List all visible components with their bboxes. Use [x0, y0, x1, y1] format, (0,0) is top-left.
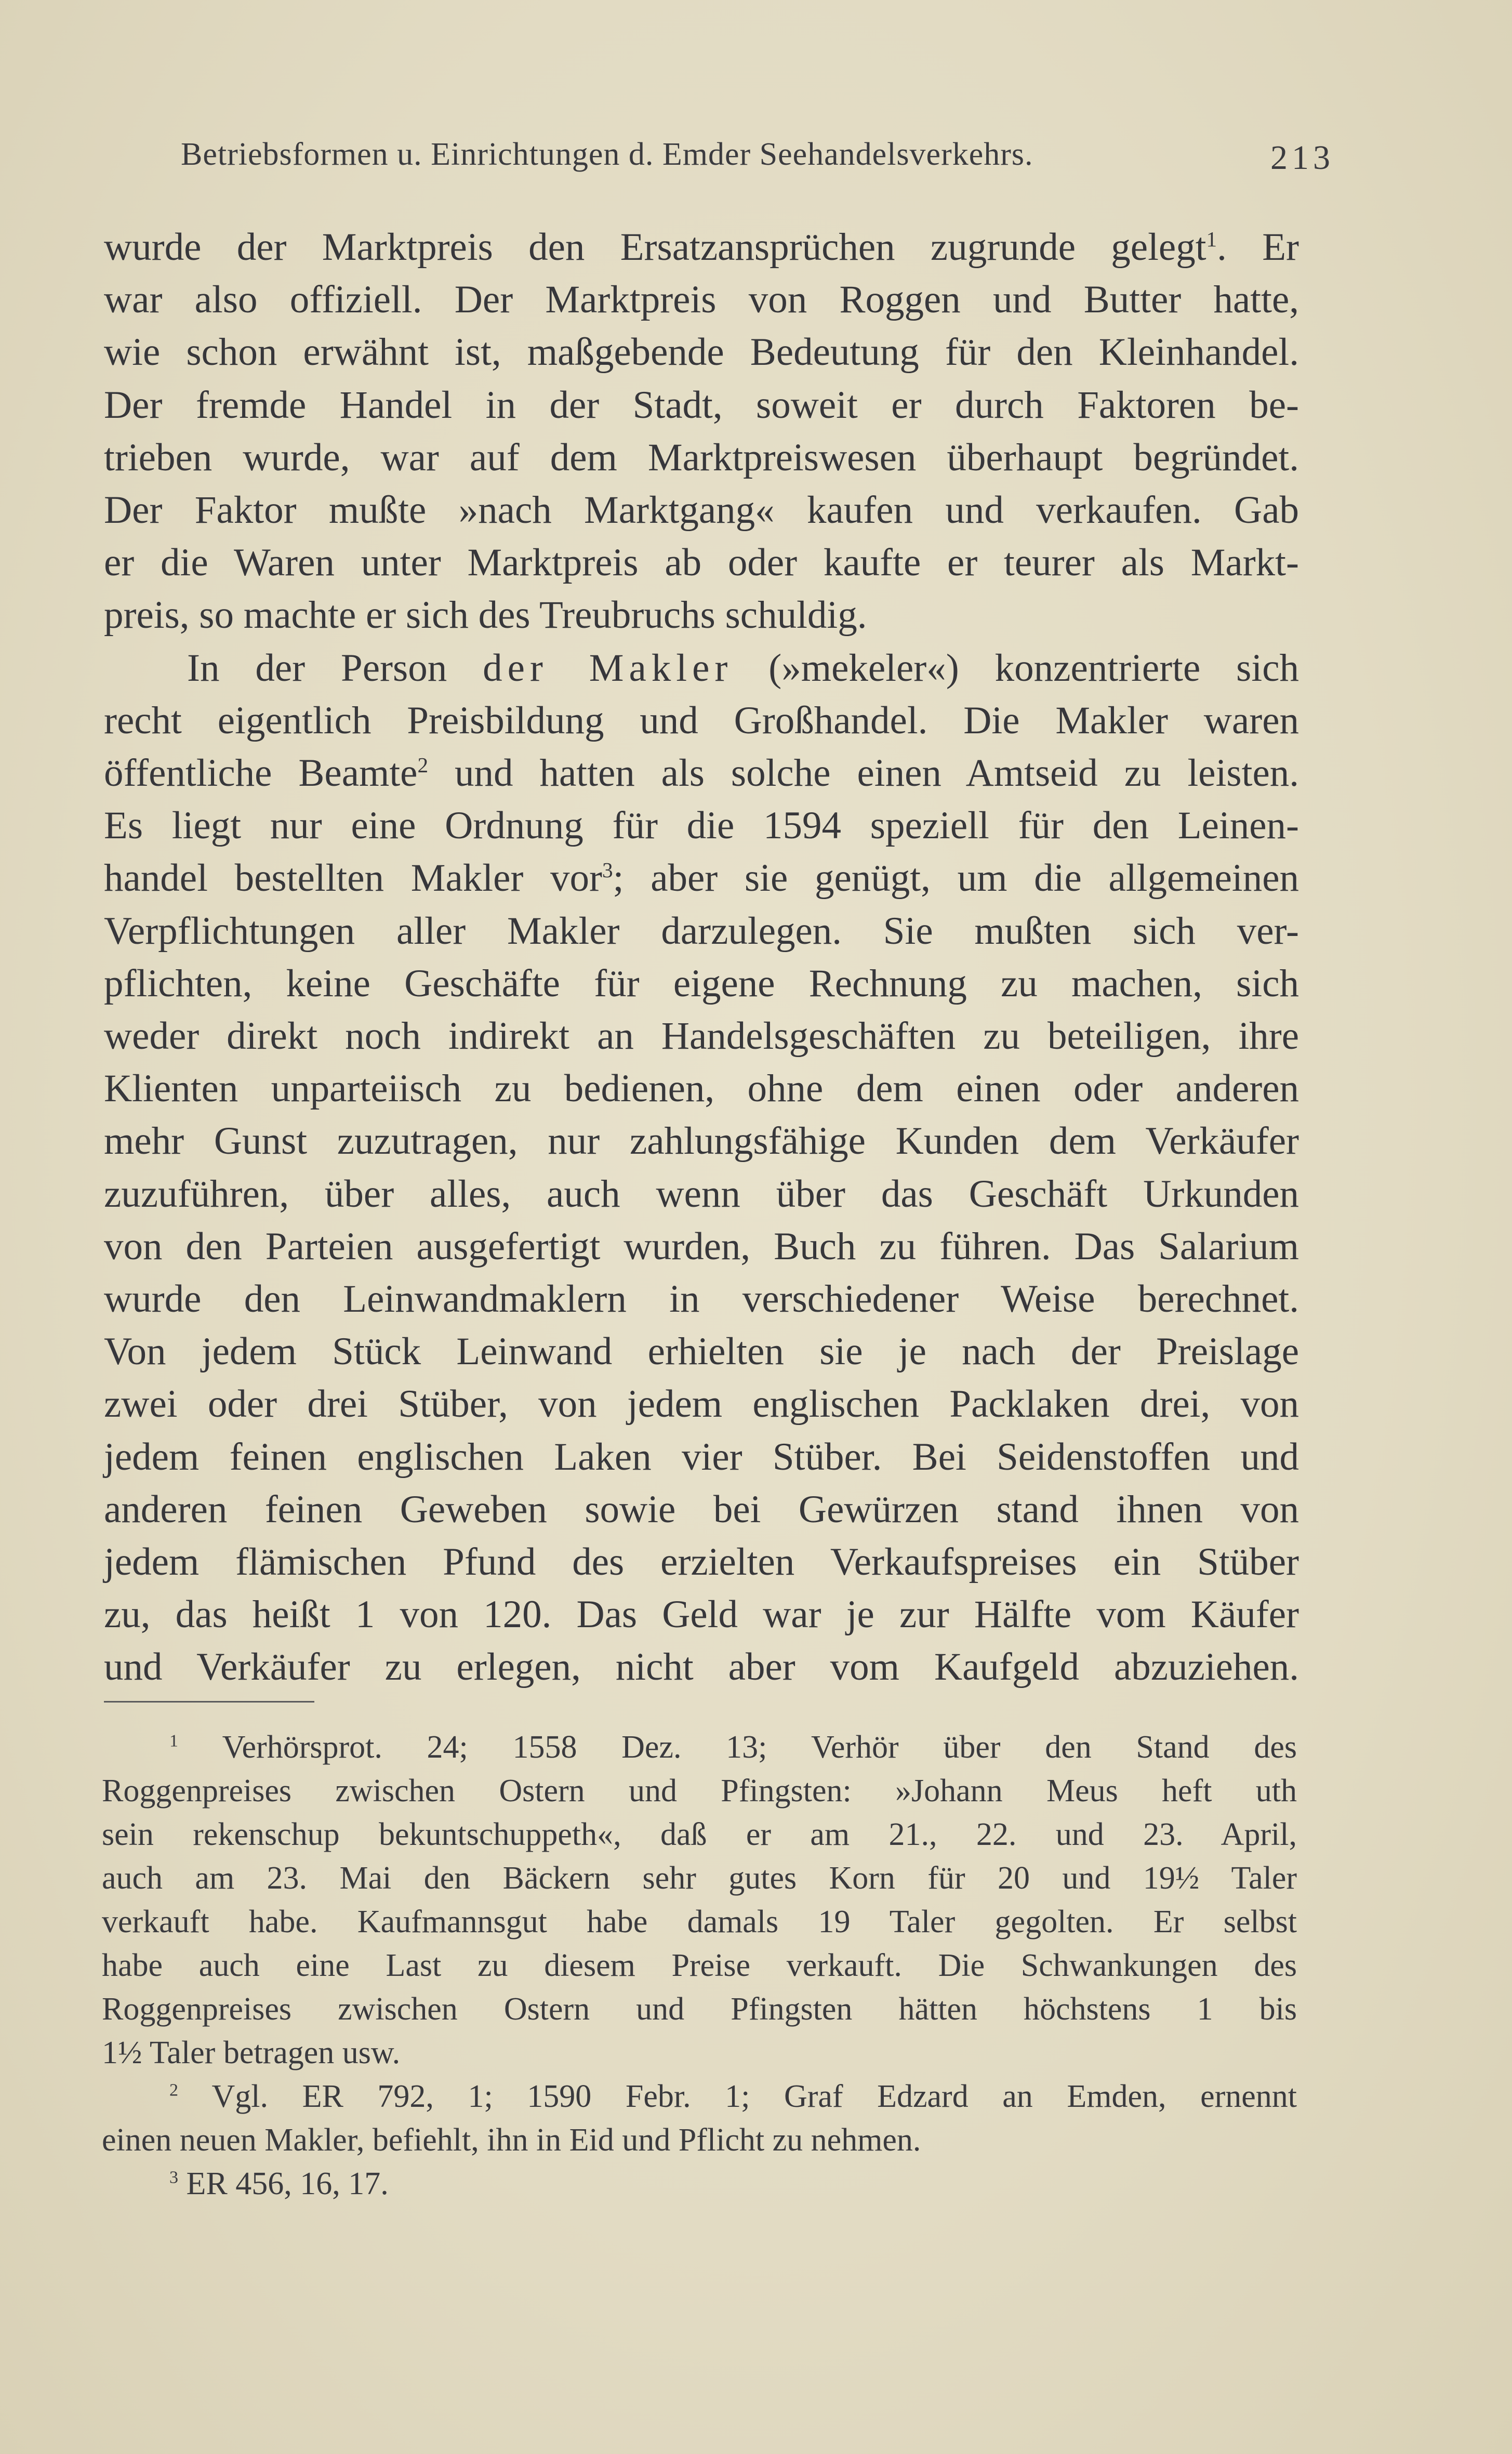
footnote-marker: 3 [169, 2168, 179, 2187]
footnotes [102, 1725, 1297, 2206]
text-line: Verpflichtungen aller Makler darzulegen. Sie mußten sich ver- [104, 909, 1299, 953]
footnote-ref[interactable]: 1 [1206, 227, 1217, 251]
text-line: zwei oder drei Stüber, von jedem englischen Packlaken drei, von [104, 1382, 1299, 1426]
text-line: von den Parteien ausgefertigt wurden, Buch zu führen. Das Salarium [104, 1224, 1299, 1268]
text-line: Klienten unparteiisch zu bedienen, ohne dem einen oder anderen [104, 1067, 1299, 1111]
footnote-1-line: habe auch eine Last zu diesem Preise verkauft. Die Schwankungen des [102, 1948, 1297, 1983]
footnote-ref[interactable]: 3 [602, 858, 613, 882]
footnote-1-line: Roggenpreises zwischen Ostern und Pfingsten hätten höchstens 1 bis [102, 1991, 1297, 2027]
main-text [104, 221, 1299, 1694]
footnote-divider [104, 1701, 314, 1703]
text-line: pflichten, keine Geschäfte für eigene Rechnung zu machen, sich [104, 961, 1299, 1005]
text-line: Es liegt nur eine Ordnung für die 1594 speziell für den Leinen- [104, 804, 1299, 848]
text-line: Der Faktor mußte »nach Marktgang« kaufen und verkaufen. Gab [104, 489, 1299, 532]
text-line: mehr Gunst zuzutragen, nur zahlungsfähige Kunden dem Verkäufer [104, 1119, 1299, 1163]
footnote-2-line: einen neuen Makler, befiehlt, ihn in Eid und Pflicht zu nehmen. [102, 2122, 921, 2158]
text-line: er die Waren unter Marktpreis ab oder kaufte er teurer als Markt- [104, 541, 1299, 585]
footnote-1-line: 1½ Taler betragen usw. [102, 2035, 401, 2070]
page-number: 213 [1270, 139, 1334, 177]
footnote-1-line: $^1$ Verhörsprot. 24; 1558 Dez. 13; Verhör über den Stand des [169, 1730, 1297, 1765]
text-line: und Verkäufer zu erlegen, nicht aber vom Kaufgeld abzuziehen. [104, 1645, 1299, 1689]
running-title: Betriebsformen u. Einrichtungen d. Emder Seehandelsverkehrs. [181, 137, 1033, 172]
text-line: zuzuführen, über alles, auch wenn über das Geschäft Urkunden [104, 1172, 1299, 1216]
text-line: wurde der Marktpreis den Ersatzansprüchen zugrunde gelegt$^1$. Er [104, 226, 1299, 269]
footnote-marker: 1 [169, 1731, 179, 1751]
footnote-2-line: $^2$ Vgl. ER 792, 1; 1590 Febr. 1; Graf Edzard an Emden, ernennt [169, 2079, 1297, 2114]
text-line: jedem flämischen Pfund des erzielten Verkaufspreises ein Stüber [104, 1540, 1299, 1584]
text-line: Der fremde Handel in der Stadt, soweit er durch Faktoren be- [104, 383, 1299, 427]
text-line: jedem feinen englischen Laken vier Stüber. Bei Seidenstoffen und [104, 1435, 1299, 1479]
text-line: trieben wurde, war auf dem Marktpreiswesen überhaupt begründet. [104, 436, 1299, 479]
text-line: wie schon erwähnt ist, maßgebende Bedeutung für den Kleinhandel. [104, 331, 1299, 374]
text-line: anderen feinen Geweben sowie bei Gewürzen stand ihnen von [104, 1487, 1299, 1531]
page-header [181, 136, 1334, 188]
footnote-marker: 2 [169, 2080, 179, 2100]
spaced-term: der Makler [483, 646, 733, 690]
footnote-1-line: verkauft habe. Kaufmannsgut habe damals 19 Taler gegolten. Er selbst [102, 1904, 1297, 1940]
text-line: zu, das heißt 1 von 120. Das Geld war je zur Hälfte vom Käufer [104, 1593, 1299, 1637]
footnote-ref[interactable]: 2 [417, 753, 429, 777]
text-line: öffentliche Beamte$^2$ und hatten als solche einen Amtseid zu leisten. [104, 751, 1299, 795]
text-line: weder direkt noch indirekt an Handelsgeschäften zu beteiligen, ihre [104, 1014, 1299, 1058]
text-line: recht eigentlich Preisbildung und Großhandel. Die Makler waren [104, 698, 1299, 742]
text-line: handel bestellten Makler vor$^3$; aber sie genügt, um die allgemeinen [104, 856, 1299, 900]
text-line: wurde den Leinwandmaklern in verschiedener Weise berechnet. [104, 1277, 1299, 1321]
footnote-1-line: sein rekenschup bekuntschuppeth«, daß er am 21., 22. und 23. April, [102, 1817, 1297, 1852]
footnote-1-line: Roggenpreises zwischen Ostern und Pfingsten: »Johann Meus heft uth [102, 1773, 1297, 1809]
text-line: war also offiziell. Der Marktpreis von Roggen und Butter hatte, [104, 278, 1299, 322]
text-line: Von jedem Stück Leinwand erhielten sie je nach der Preislage [104, 1330, 1299, 1374]
footnote-3-line: $^3$ ER 456, 16, 17. [169, 2166, 389, 2201]
text-line: In der Person der Makler (»mekeler«) konzentrierte sich [187, 646, 1299, 690]
footnote-1-line: auch am 23. Mai den Bäckern sehr gutes Korn für 20 und 19½ Taler [102, 1861, 1297, 1896]
text-line: preis, so machte er sich des Treubruchs schuldig. [104, 593, 867, 637]
